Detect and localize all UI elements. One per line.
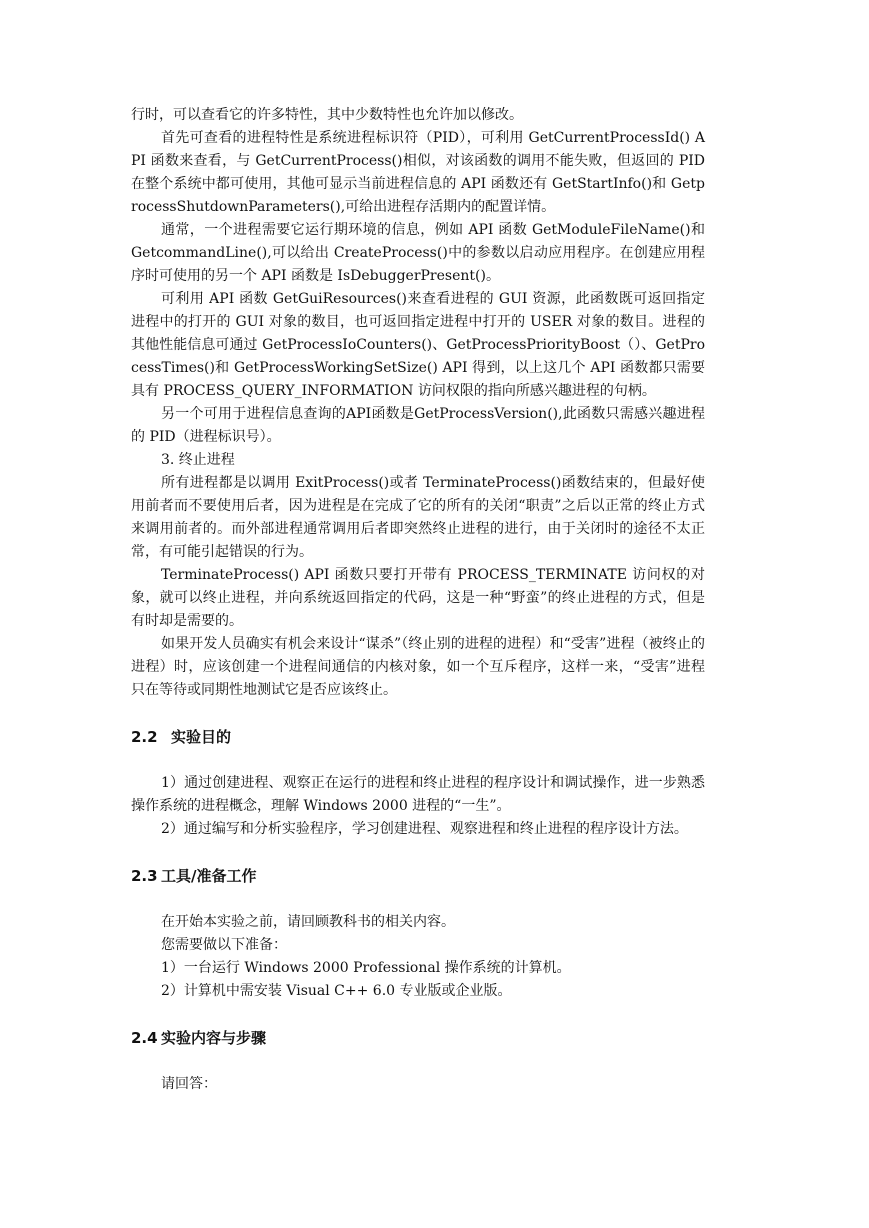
paragraph-exit-process: 所有进程都是以调用 ExitProcess()或者 TerminateProcess()函数结束的，但最好使用前者而不要使用后者，因为进程是在完成了它的所有的关闭“职责”之后以正常的终止方式来调用前者的。而外部进程通常调用后者即突然终止进程的进行，由于关闭时的途径不太正常，有可能引起错误的行为。 [131, 475, 705, 560]
section-heading-2-3 [131, 865, 705, 887]
objective-item-2: 2）通过编写和分析实验程序，学习创建进程、观察进程和终止进程的程序设计方法。 [161, 821, 688, 837]
section-heading-2-4 [131, 1027, 705, 1049]
prep-line-1: 在开始本实验之前，请回顾教科书的相关内容。 [161, 914, 455, 930]
paragraph-pid: 首先可查看的进程特性是系统进程标识符（PID），可利用 GetCurrentProcessId() API 函数来查看，与 GetCurrentProcess()相似，对该函数的调用不能失败，但返回的 PID 在整个系统中都可使用，其他可显示当前进程信息的 API 函数还有 GetStartInfo()和 GetprocessShutdownParameters(),可给出进程存活期内的配置详情。 [131, 130, 705, 215]
section-number: 2.4 [131, 1029, 158, 1047]
paragraph-process-version: 另一个可用于进程信息查询的API函数是GetProcessVersion(),此函数只需感兴趣进程的 PID（进程标识号）。 [131, 406, 705, 445]
document-page [131, 104, 705, 1096]
answer-prompt: 请回答： [161, 1076, 217, 1092]
section-title: 实验目的 [171, 728, 232, 746]
objective-item-1: 1）通过创建进程、观察正在运行的进程和终止进程的程序设计和调试操作，进一步熟悉操作系统的进程概念，理解 Windows 2000 进程的“一生”。 [131, 775, 705, 814]
section-number: 2.3 [131, 867, 158, 885]
section-number: 2.2 [131, 728, 158, 746]
prep-line-2: 您需要做以下准备： [161, 937, 287, 953]
sub-heading-terminate: 3. 终止进程 [161, 452, 235, 468]
prep-line-4: 2）计算机中需安装 Visual C++ 6.0 专业版或企业版。 [161, 983, 512, 999]
section-title: 实验内容与步骤 [161, 1029, 267, 1047]
paragraph-terminate-process: TerminateProcess() API 函数只要打开带有 PROCESS_TERMINATE 访问权的对象，就可以终止进程，并向系统返回指定的代码，这是一种“野蛮”的终止进程的方式，但是有时却是需要的。 [131, 567, 705, 629]
section-heading-2-2 [131, 726, 705, 748]
section-title: 工具/准备工作 [161, 867, 257, 885]
prep-line-3: 1）一台运行 Windows 2000 Professional 操作系统的计算机。 [161, 960, 571, 976]
paragraph-runtime-env: 通常，一个进程需要它运行期环境的信息，例如 API 函数 GetModuleFileName()和 GetcommandLine(),可以给出 CreateProcess()中的参数以启动应用程序。在创建应用程序时可使用的另一个 API 函数是 IsDebuggerPresent()。 [131, 222, 705, 284]
paragraph-continuation: 行时，可以查看它的许多特性，其中少数特性也允许加以修改。 [131, 107, 523, 123]
paragraph-gui-resources: 可利用 API 函数 GetGuiResources()来查看进程的 GUI 资源，此函数既可返回指定进程中的打开的 GUI 对象的数目，也可返回指定进程中打开的 USER 对象的数目。进程的其他性能信息可通过 GetProcessIoCounters()、GetProcessPriorityBoost（）、GetProcessTimes()和 GetProcessWorkingSetSize() API 得到，以上这几个 API 函数都只需要具有 PROCESS_QUERY_INFORMATION 访问权限的指向所感兴趣进程的句柄。 [131, 291, 705, 399]
paragraph-ipc: 如果开发人员确实有机会来设计“谋杀”（终止别的进程的进程）和“受害”进程（被终止的进程）时，应该创建一个进程间通信的内核对象，如一个互斥程序，这样一来，“受害”进程只在等待或同期性地测试它是否应该终止。 [131, 636, 705, 698]
